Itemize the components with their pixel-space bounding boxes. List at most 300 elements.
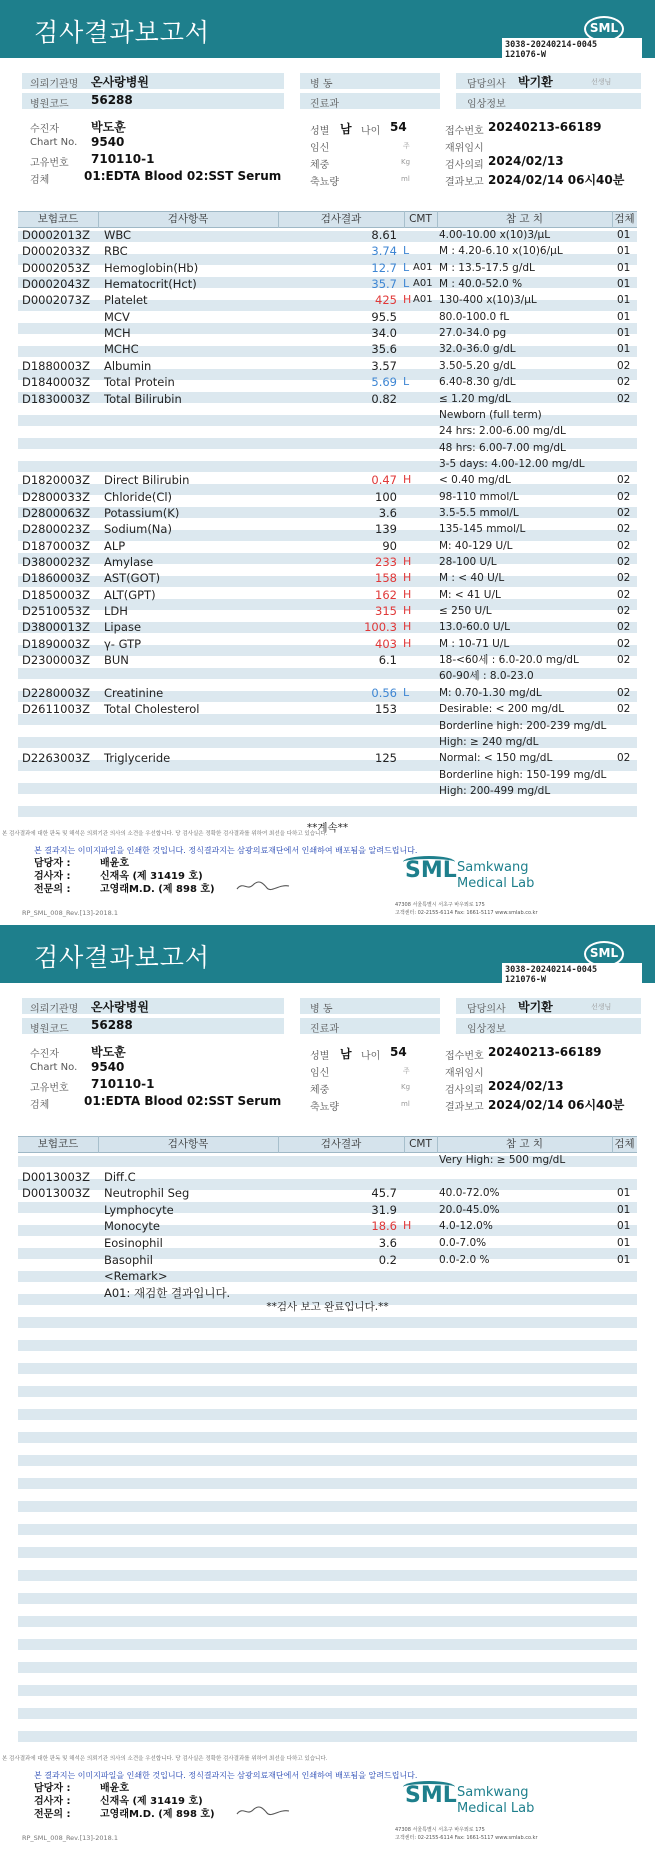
specimen-value: 01:EDTA Blood 02:SST Serum: [84, 169, 282, 183]
test-name: Diff.C: [104, 1169, 136, 1184]
test-result: 8.61: [371, 228, 397, 242]
test-result: 90: [382, 538, 397, 553]
col-ref-2: 참 고 치: [505, 1138, 544, 1150]
reference-range: 48 hrs: 6.00-7.00 mg/dL: [439, 441, 566, 454]
test-name: Hematocrit(Hct): [104, 277, 197, 292]
sml-logo: SML: [584, 16, 624, 42]
test-result: 0.56: [371, 685, 397, 700]
test-name: Chloride(Cl): [104, 489, 173, 504]
urine-unit: ml: [401, 175, 410, 183]
specimen-no: 02: [617, 523, 631, 536]
sex-value-2: 남: [340, 1047, 352, 1061]
signature-image-2: [235, 1804, 291, 1818]
row-stripe: [18, 1478, 637, 1489]
report-footer: [0, 829, 655, 925]
report-date-value-2: 2024/02/14 06시40분: [488, 1098, 625, 1112]
test-result: 95.5: [371, 309, 397, 324]
test-name: Albumin: [104, 358, 152, 373]
test-code: D2611003Z: [22, 702, 90, 717]
col-cmt-2: CMT: [409, 1138, 432, 1150]
reference-range: M: 40-129 U/L: [439, 539, 513, 552]
test-result: 403: [375, 636, 397, 651]
test-code: D1890003Z: [22, 636, 90, 651]
reference-range: 28-100 U/L: [439, 556, 497, 568]
doctor-label: 담당의사: [467, 79, 506, 90]
result-flag: H: [403, 604, 412, 618]
test-name: <Remark>: [104, 1269, 168, 1284]
row-stripe: [18, 1616, 637, 1627]
test-result: 12.7: [371, 260, 397, 275]
table-row: [0, 701, 655, 717]
footer-fine-print: 본 검사결과에 대한 판독 및 해석은 의뢰기관 의사의 소견을 우선합니다. 당 검사실은 정확한 검사결과를 위하여 최선을 다하고 있습니다.: [2, 831, 328, 837]
test-result: 0.2: [378, 1252, 397, 1267]
row-stripe: [18, 1409, 637, 1420]
test-result: 5.69: [371, 375, 397, 390]
test-code: D2263003Z: [22, 751, 90, 766]
age-label: 나이: [361, 126, 381, 137]
table-row: [0, 652, 655, 668]
reference-range: Borderline high: 150-199 mg/dL: [439, 768, 607, 781]
test-code: D1860003Z: [22, 571, 90, 586]
specimen-label-2: 검체: [30, 1100, 50, 1111]
receipt-no-value: 20240213-66189: [488, 120, 602, 134]
footer-note-2: 본 결과지는 이미지파일을 인쇄한 것입니다. 정식결과지는 삼광의료재단에서 인쇄하여 배포됨을 알려드립니다.: [34, 1771, 418, 1780]
table-row: [0, 767, 655, 783]
reference-range: 60-90세 : 8.0-23.0: [439, 670, 534, 683]
chart-no-value-2: 9540: [91, 1060, 125, 1074]
test-result: 45.7: [371, 1186, 397, 1201]
dept-label: 진료과: [310, 99, 339, 110]
specimen-no: 02: [617, 539, 631, 552]
table-row: [0, 391, 655, 407]
test-result: 34.0: [371, 326, 397, 341]
sig-label-specialist: 전문의 :: [34, 884, 71, 895]
test-code: D1820003Z: [22, 473, 90, 488]
sig-value-manager-2: 배윤호: [100, 1783, 129, 1794]
institution-value: 온사랑병원: [91, 75, 149, 89]
reference-range: 3.50-5.20 g/dL: [439, 359, 516, 372]
lab-phone-2: 고객센터: 02-2155-6114 Fax: 1661-5117 www.smlab.co.kr: [395, 1835, 538, 1841]
reference-range: M : 40.0-52.0 %: [439, 278, 523, 291]
test-result: 35.7: [371, 277, 397, 292]
row-stripe: [18, 1340, 637, 1351]
table-row: [0, 489, 655, 505]
result-flag: H: [403, 473, 412, 487]
row-stripe: [18, 1363, 637, 1374]
table-row: [0, 1169, 655, 1185]
specimen-no: 01: [617, 327, 631, 340]
table-row: [0, 718, 655, 734]
specimen-no: 01: [617, 1187, 631, 1200]
row-stripe: [18, 1731, 637, 1742]
reference-range: 0.0-7.0%: [439, 1237, 487, 1249]
reference-range: 40.0-72.0%: [439, 1187, 500, 1200]
comment-code: A01: [413, 278, 433, 290]
test-name: Potassium(K): [104, 505, 180, 520]
specimen-no: 02: [617, 654, 631, 667]
request-date-value: 2024/02/13: [488, 154, 564, 168]
test-code: D1840003Z: [22, 375, 90, 390]
row-stripe: [18, 1386, 637, 1397]
specimen-no: 02: [617, 556, 631, 568]
lab-address-2: 47308 서울특별시 서초구 바우뫼로 175: [395, 1827, 485, 1833]
col-test-2: 검사항목: [167, 1138, 209, 1150]
row-stripe: [18, 1524, 637, 1535]
form-code-2: RP_SML_008_Rev.[13]-2018.1: [22, 1834, 119, 1842]
form-code: RP_SML_008_Rev.[13]-2018.1: [22, 909, 119, 917]
test-code: D0002073Z: [22, 293, 90, 308]
table-row: [0, 325, 655, 341]
patient-value-2: 박도훈: [91, 1045, 126, 1059]
col-code: 보험코드: [37, 213, 79, 225]
chart-no-label: Chart No.: [30, 137, 78, 148]
sig-value-tester-2: 신재옥 (제 31419 호): [100, 1796, 203, 1807]
reference-range: M: 0.70-1.30 mg/dL: [439, 686, 542, 699]
test-result: 125: [375, 751, 397, 766]
reference-range: < 0.40 mg/dL: [439, 474, 511, 487]
hospital-code-label: 병원코드: [30, 99, 69, 110]
reference-range: 3-5 days: 4.00-12.00 mg/dL: [439, 457, 585, 470]
reference-range: 24 hrs: 2.00-6.00 mg/dL: [439, 425, 566, 438]
sig-label-tester-2: 검사자 :: [34, 1796, 71, 1807]
reference-range: 135-145 mmol/L: [439, 523, 526, 536]
institution-label: 의뢰기관명: [30, 79, 79, 90]
ward-label-2: 병 동: [310, 1004, 333, 1015]
specimen-value-2: 01:EDTA Blood 02:SST Serum: [84, 1094, 282, 1108]
samkwang-logo: SML Samkwang Medical Lab: [405, 858, 535, 891]
test-name: MCHC: [104, 342, 139, 357]
table-row: [0, 456, 655, 472]
table-row: [0, 1268, 655, 1284]
col-result: 검사결과: [320, 213, 362, 225]
reference-range: Normal: < 150 mg/dL: [439, 752, 553, 765]
table-row: [0, 587, 655, 603]
chart-no-value: 9540: [91, 135, 125, 149]
test-code: D0013003Z: [22, 1186, 90, 1201]
test-code: D2800063Z: [22, 505, 90, 520]
end-marker: **검사 보고 완료입니다.**: [266, 1301, 389, 1313]
sig-label-manager: 담당자 :: [34, 858, 71, 869]
test-code: D1850003Z: [22, 587, 90, 602]
table-row: [0, 538, 655, 554]
test-name: Triglyceride: [104, 751, 171, 766]
reference-range: 20.0-45.0%: [439, 1203, 500, 1216]
pregnancy-label: 임신: [310, 143, 330, 154]
test-code: D2300003Z: [22, 653, 90, 668]
test-name: MCH: [104, 326, 131, 341]
table-row: [0, 570, 655, 586]
weight-label-2: 체중: [310, 1085, 330, 1096]
sig-label-specialist-2: 전문의 :: [34, 1809, 71, 1820]
test-name: RBC: [104, 244, 128, 259]
id-no-value-2: 710110-1: [91, 1077, 155, 1091]
specimen-no: 02: [617, 572, 631, 585]
record-number: 3038-20240214-0045 121076-W: [502, 38, 642, 62]
test-name: ALP: [104, 538, 126, 553]
report-date-value: 2024/02/14 06시40분: [488, 173, 625, 187]
specimen-no: 02: [617, 637, 631, 650]
weight-label: 체중: [310, 160, 330, 171]
table-row: [0, 276, 655, 292]
test-code: D1870003Z: [22, 538, 90, 553]
hospital-code-value: 56288: [91, 93, 133, 107]
pregnancy-unit-2: 주: [403, 1067, 410, 1075]
test-name: A01: 재검한 결과입니다.: [104, 1285, 231, 1300]
sig-label-manager-2: 담당자 :: [34, 1783, 71, 1794]
result-flag: H: [403, 587, 412, 601]
test-code: D0002043Z: [22, 277, 90, 292]
test-code: D2280003Z: [22, 685, 90, 700]
doctor-suffix: 선생님: [591, 78, 612, 86]
doctor-value: 박기환: [518, 75, 553, 89]
chart-no-label-2: Chart No.: [30, 1062, 78, 1073]
reference-range: M: < 41 U/L: [439, 588, 501, 601]
institution-label-2: 의뢰기관명: [30, 1004, 79, 1015]
specimen-no: 01: [617, 294, 631, 307]
table-row: [0, 636, 655, 652]
table-row: [0, 472, 655, 488]
col-test: 검사항목: [167, 213, 209, 225]
row-stripe: [18, 1570, 637, 1581]
row-stripe: [18, 1639, 637, 1650]
test-name: Lipase: [104, 620, 142, 635]
test-code: D2510053Z: [22, 604, 90, 619]
test-code: D2800033Z: [22, 489, 90, 504]
reference-range: Desirable: < 200 mg/dL: [439, 703, 565, 716]
reference-range: M : < 40 U/L: [439, 572, 505, 585]
test-name: Monocyte: [104, 1219, 160, 1234]
test-result: 100: [375, 489, 397, 504]
test-result: 3.6: [378, 505, 397, 520]
sex-label: 성별: [310, 126, 330, 137]
report-footer-2: [0, 1754, 655, 1850]
col-spec-2: 검체: [614, 1138, 635, 1150]
reference-range: 6.40-8.30 g/dL: [439, 376, 516, 389]
test-result: 6.1: [378, 653, 397, 668]
lab-address: 47308 서울특별시 서초구 바우뫼로 175: [395, 902, 485, 908]
test-result: 35.6: [371, 342, 397, 357]
specimen-no: 01: [617, 229, 631, 241]
sex-value: 남: [340, 122, 352, 136]
footer-fine-print-2: 본 검사결과에 대한 판독 및 해석은 의뢰기관 의사의 소견을 우선합니다. 당 검사실은 정확한 검사결과를 위하여 최선을 다하고 있습니다.: [2, 1756, 328, 1762]
urine-label: 축뇨량: [310, 177, 339, 188]
table-row: [0, 603, 655, 619]
test-code: D3800023Z: [22, 555, 90, 569]
result-flag: L: [403, 244, 410, 258]
sig-value-specialist-2: 고영래M.D. (제 898 호): [100, 1809, 215, 1820]
table-row: [0, 243, 655, 259]
test-result: 3.74: [371, 244, 397, 259]
test-code: D1830003Z: [22, 391, 90, 406]
result-flag: L: [403, 685, 410, 699]
test-name: Sodium(Na): [104, 522, 172, 537]
test-result: 162: [375, 587, 397, 602]
receipt-no-label: 접수번호: [445, 126, 484, 137]
clinical-label: 임상정보: [467, 99, 506, 110]
hospital-code-value-2: 56288: [91, 1018, 133, 1032]
specimen-no: 02: [617, 752, 631, 765]
clinical-label-2: 임상정보: [467, 1024, 506, 1035]
row-stripe: [18, 1685, 637, 1696]
test-name: Basophil: [104, 1252, 153, 1267]
record-number-2: 3038-20240214-0045 121076-W: [502, 963, 642, 987]
specimen-no: 02: [617, 621, 631, 634]
receipt-no-label-2: 접수번호: [445, 1051, 484, 1062]
table-row: [0, 227, 655, 243]
report-title: 검사결과보고서: [34, 18, 211, 47]
test-result: 139: [375, 522, 397, 537]
table-row: [0, 309, 655, 325]
reference-range: ≤ 1.20 mg/dL: [439, 392, 511, 405]
report-page-2: [0, 925, 655, 1850]
reference-range: 4.0-12.0%: [439, 1220, 493, 1233]
test-code: D1880003Z: [22, 358, 90, 373]
table-row: [0, 1202, 655, 1218]
test-name: ALT(GPT): [104, 587, 156, 602]
test-name: Total Protein: [104, 375, 175, 390]
test-name: Creatinine: [104, 685, 164, 700]
report-title-2: 검사결과보고서: [34, 943, 211, 972]
table-row: [0, 440, 655, 456]
hospital-code-label-2: 병원코드: [30, 1024, 69, 1035]
table-row: [0, 521, 655, 537]
result-flag: H: [403, 555, 412, 568]
specimen-no: 02: [617, 703, 631, 716]
reference-range: 13.0-60.0 U/L: [439, 621, 510, 634]
specimen-label: 검체: [30, 175, 50, 186]
results-table-header: [0, 211, 655, 228]
row-stripe: [18, 806, 637, 817]
test-result: 233: [375, 555, 397, 569]
specimen-no: 01: [617, 261, 631, 274]
pregnancy-unit: 주: [403, 142, 410, 150]
test-result: 3.6: [378, 1236, 397, 1250]
samkwang-logo-2: SML Samkwang Medical Lab: [405, 1783, 535, 1816]
row-stripe: [18, 1593, 637, 1604]
urine-label-2: 축뇨량: [310, 1102, 339, 1113]
doctor-label-2: 담당의사: [467, 1004, 506, 1015]
specimen-no: 01: [617, 278, 631, 291]
test-result: 0.82: [371, 391, 397, 406]
reference-range: ≤ 250 U/L: [439, 605, 492, 618]
request-date-value-2: 2024/02/13: [488, 1079, 564, 1093]
reference-range: M : 4.20-6.10 x(10)6/μL: [439, 245, 563, 258]
result-flag: L: [403, 375, 410, 389]
result-flag: L: [403, 277, 410, 291]
dept-label-2: 진료과: [310, 1024, 339, 1035]
report-date-label-2: 결과보고: [445, 1102, 484, 1113]
reference-range: Newborn (full term): [439, 408, 542, 421]
age-label-2: 나이: [361, 1051, 381, 1062]
specimen-no: 02: [617, 474, 631, 487]
id-no-label-2: 고유번호: [30, 1083, 69, 1094]
weight-unit: Kg: [401, 158, 411, 166]
table-row: [0, 685, 655, 701]
test-name: Neutrophil Seg: [104, 1186, 190, 1201]
test-result: 18.6: [371, 1219, 397, 1234]
specimen-no: 02: [617, 376, 631, 389]
table-row: [0, 734, 655, 750]
lab-phone: 고객센터: 02-2155-6114 Fax: 1661-5117 www.smlab.co.kr: [395, 910, 538, 916]
col-cmt: CMT: [409, 213, 432, 225]
reference-range: 0.0-2.0 %: [439, 1253, 490, 1266]
ward-label: 병 동: [310, 79, 333, 90]
table-row: [0, 668, 655, 684]
table-row: [0, 554, 655, 570]
table-row: [0, 358, 655, 374]
reference-range: 32.0-36.0 g/dL: [439, 343, 516, 356]
reference-range: 18-<60세 : 6.0-20.0 mg/dL: [439, 654, 579, 667]
specimen-no: 01: [617, 343, 631, 356]
row-stripe: [18, 1501, 637, 1512]
footer-note: 본 결과지는 이미지파일을 인쇄한 것입니다. 정식결과지는 삼광의료재단에서 인쇄하여 배포됨을 알려드립니다.: [34, 846, 418, 855]
report-date-label: 결과보고: [445, 177, 484, 188]
results-table-header-2: [0, 1136, 655, 1153]
col-result-2: 검사결과: [320, 1138, 362, 1150]
row-stripe: [18, 1432, 637, 1443]
result-flag: L: [403, 260, 410, 274]
test-name: MCV: [104, 309, 130, 324]
result-flag: H: [403, 620, 412, 634]
id-no-label: 고유번호: [30, 158, 69, 169]
test-result: 153: [375, 702, 397, 717]
specimen-no: 01: [617, 1237, 631, 1249]
table-row: [0, 341, 655, 357]
reference-range: M : 10-71 U/L: [439, 637, 510, 650]
age-value-2: 54: [390, 1045, 407, 1059]
comment-code: A01: [413, 294, 433, 306]
continue-marker: **계속**: [306, 822, 349, 834]
age-value: 54: [390, 120, 407, 134]
specimen-no: 02: [617, 359, 631, 372]
sex-label-2: 성별: [310, 1051, 330, 1062]
result-flag: H: [403, 293, 412, 307]
doctor-suffix-2: 선생님: [591, 1003, 612, 1011]
test-name: Platelet: [104, 293, 148, 308]
pregnancy-label-2: 임신: [310, 1068, 330, 1079]
reexam-label: 재위임시: [445, 143, 484, 154]
sig-value-manager: 배윤호: [100, 858, 129, 869]
sig-value-tester: 신재옥 (제 31419 호): [100, 871, 203, 882]
reference-range: 130-400 x(10)3/μL: [439, 294, 537, 307]
result-flag: H: [403, 636, 412, 650]
row-stripe: [18, 1662, 637, 1673]
col-ref: 참 고 치: [505, 213, 544, 225]
specimen-no: 01: [617, 245, 631, 258]
reference-range: Very High: ≥ 500 mg/dL: [439, 1154, 566, 1166]
reference-range: 3.5-5.5 mmol/L: [439, 506, 519, 519]
table-row: [0, 292, 655, 308]
table-row: [0, 374, 655, 390]
patient-label-2: 수진자: [30, 1049, 59, 1060]
table-row: [0, 505, 655, 521]
table-row: [0, 619, 655, 635]
id-no-value: 710110-1: [91, 152, 155, 166]
table-row: [0, 750, 655, 766]
test-name: WBC: [104, 228, 132, 242]
table-row: [0, 1252, 655, 1268]
table-row: [0, 783, 655, 799]
receipt-no-value-2: 20240213-66189: [488, 1045, 602, 1059]
table-row: [0, 1235, 655, 1251]
test-name: Eosinophil: [104, 1236, 163, 1250]
test-name: AST(GOT): [104, 571, 161, 586]
specimen-no: 02: [617, 588, 631, 601]
reference-range: 27.0-34.0 pg: [439, 327, 507, 340]
test-name: Hemoglobin(Hb): [104, 260, 199, 275]
test-result: 315: [375, 604, 397, 619]
test-result: 0.47: [371, 473, 397, 488]
